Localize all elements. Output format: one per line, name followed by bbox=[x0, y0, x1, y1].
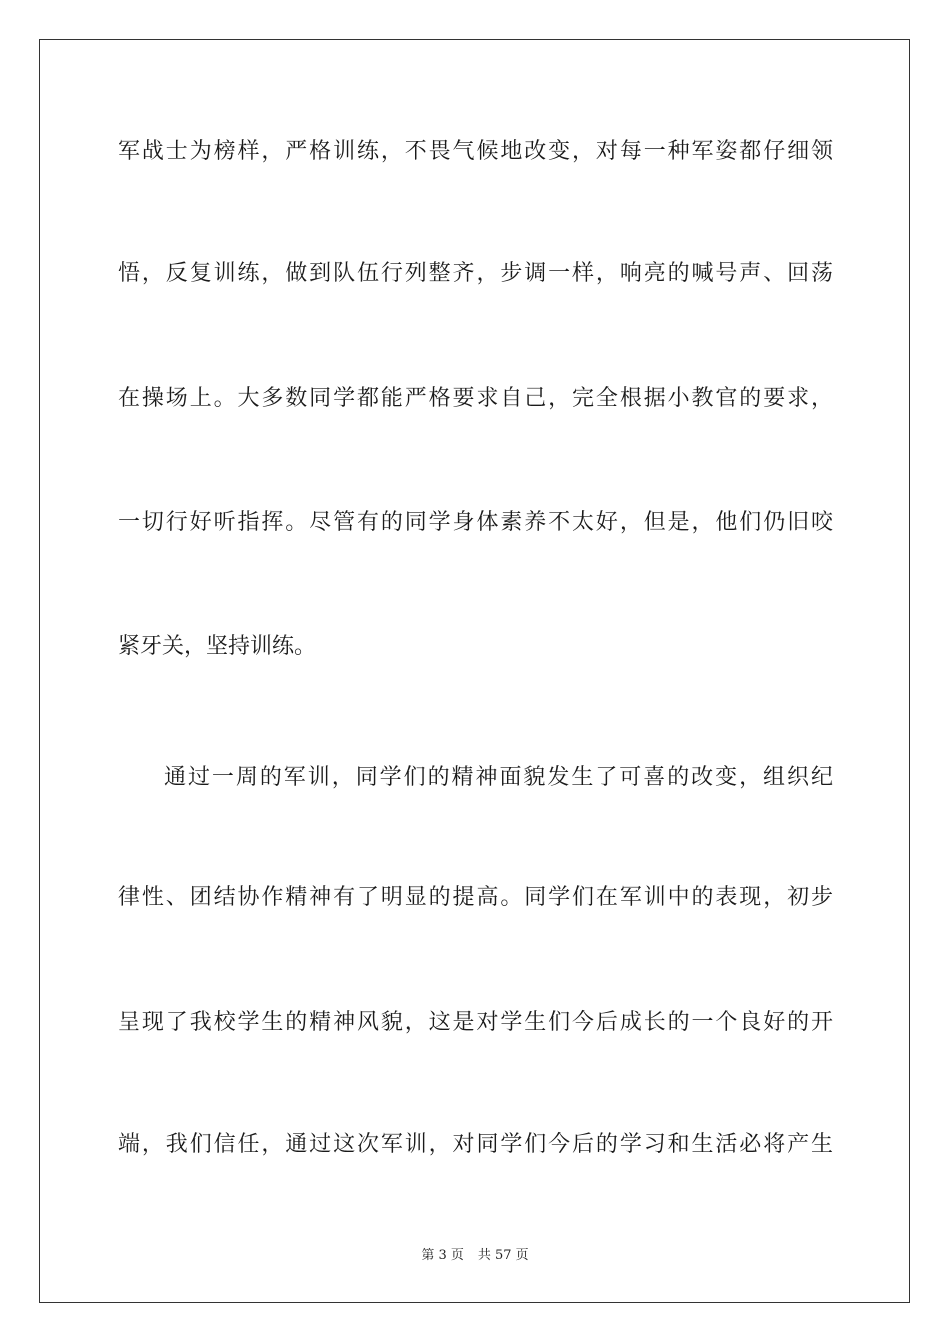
paragraph-line: 军战士为榜样，严格训练，不畏气候地改变，对每一种军姿都仔细领 bbox=[118, 139, 833, 164]
paragraph-line: 律性、团结协作精神有了明显的提高。同学们在军训中的表现，初步 bbox=[118, 885, 833, 910]
page-border bbox=[39, 39, 910, 1303]
paragraph-line: 端，我们信任，通过这次军训，对同学们今后的学习和生活必将产生 bbox=[118, 1132, 833, 1157]
paragraph-line: 紧牙关，坚持训练。 bbox=[118, 634, 317, 659]
paragraph-line: 一切行好听指挥。尽管有的同学身体素养不太好，但是，他们仍旧咬 bbox=[118, 510, 833, 535]
page-total: 共 57 页 bbox=[477, 1248, 529, 1263]
paragraph-line: 通过一周的军训，同学们的精神面貌发生了可喜的改变，组织纪 bbox=[164, 765, 833, 790]
paragraph-line: 悟，反复训练，做到队伍行列整齐，步调一样，响亮的喊号声、回荡 bbox=[118, 261, 833, 286]
page-number: 第 3 页 bbox=[421, 1248, 464, 1263]
page-footer bbox=[0, 1247, 950, 1265]
paragraph-line: 呈现了我校学生的精神风貌，这是对学生们今后成长的一个良好的开 bbox=[118, 1010, 833, 1035]
paragraph-line: 在操场上。大多数同学都能严格要求自己，完全根据小教官的要求， bbox=[118, 386, 833, 411]
